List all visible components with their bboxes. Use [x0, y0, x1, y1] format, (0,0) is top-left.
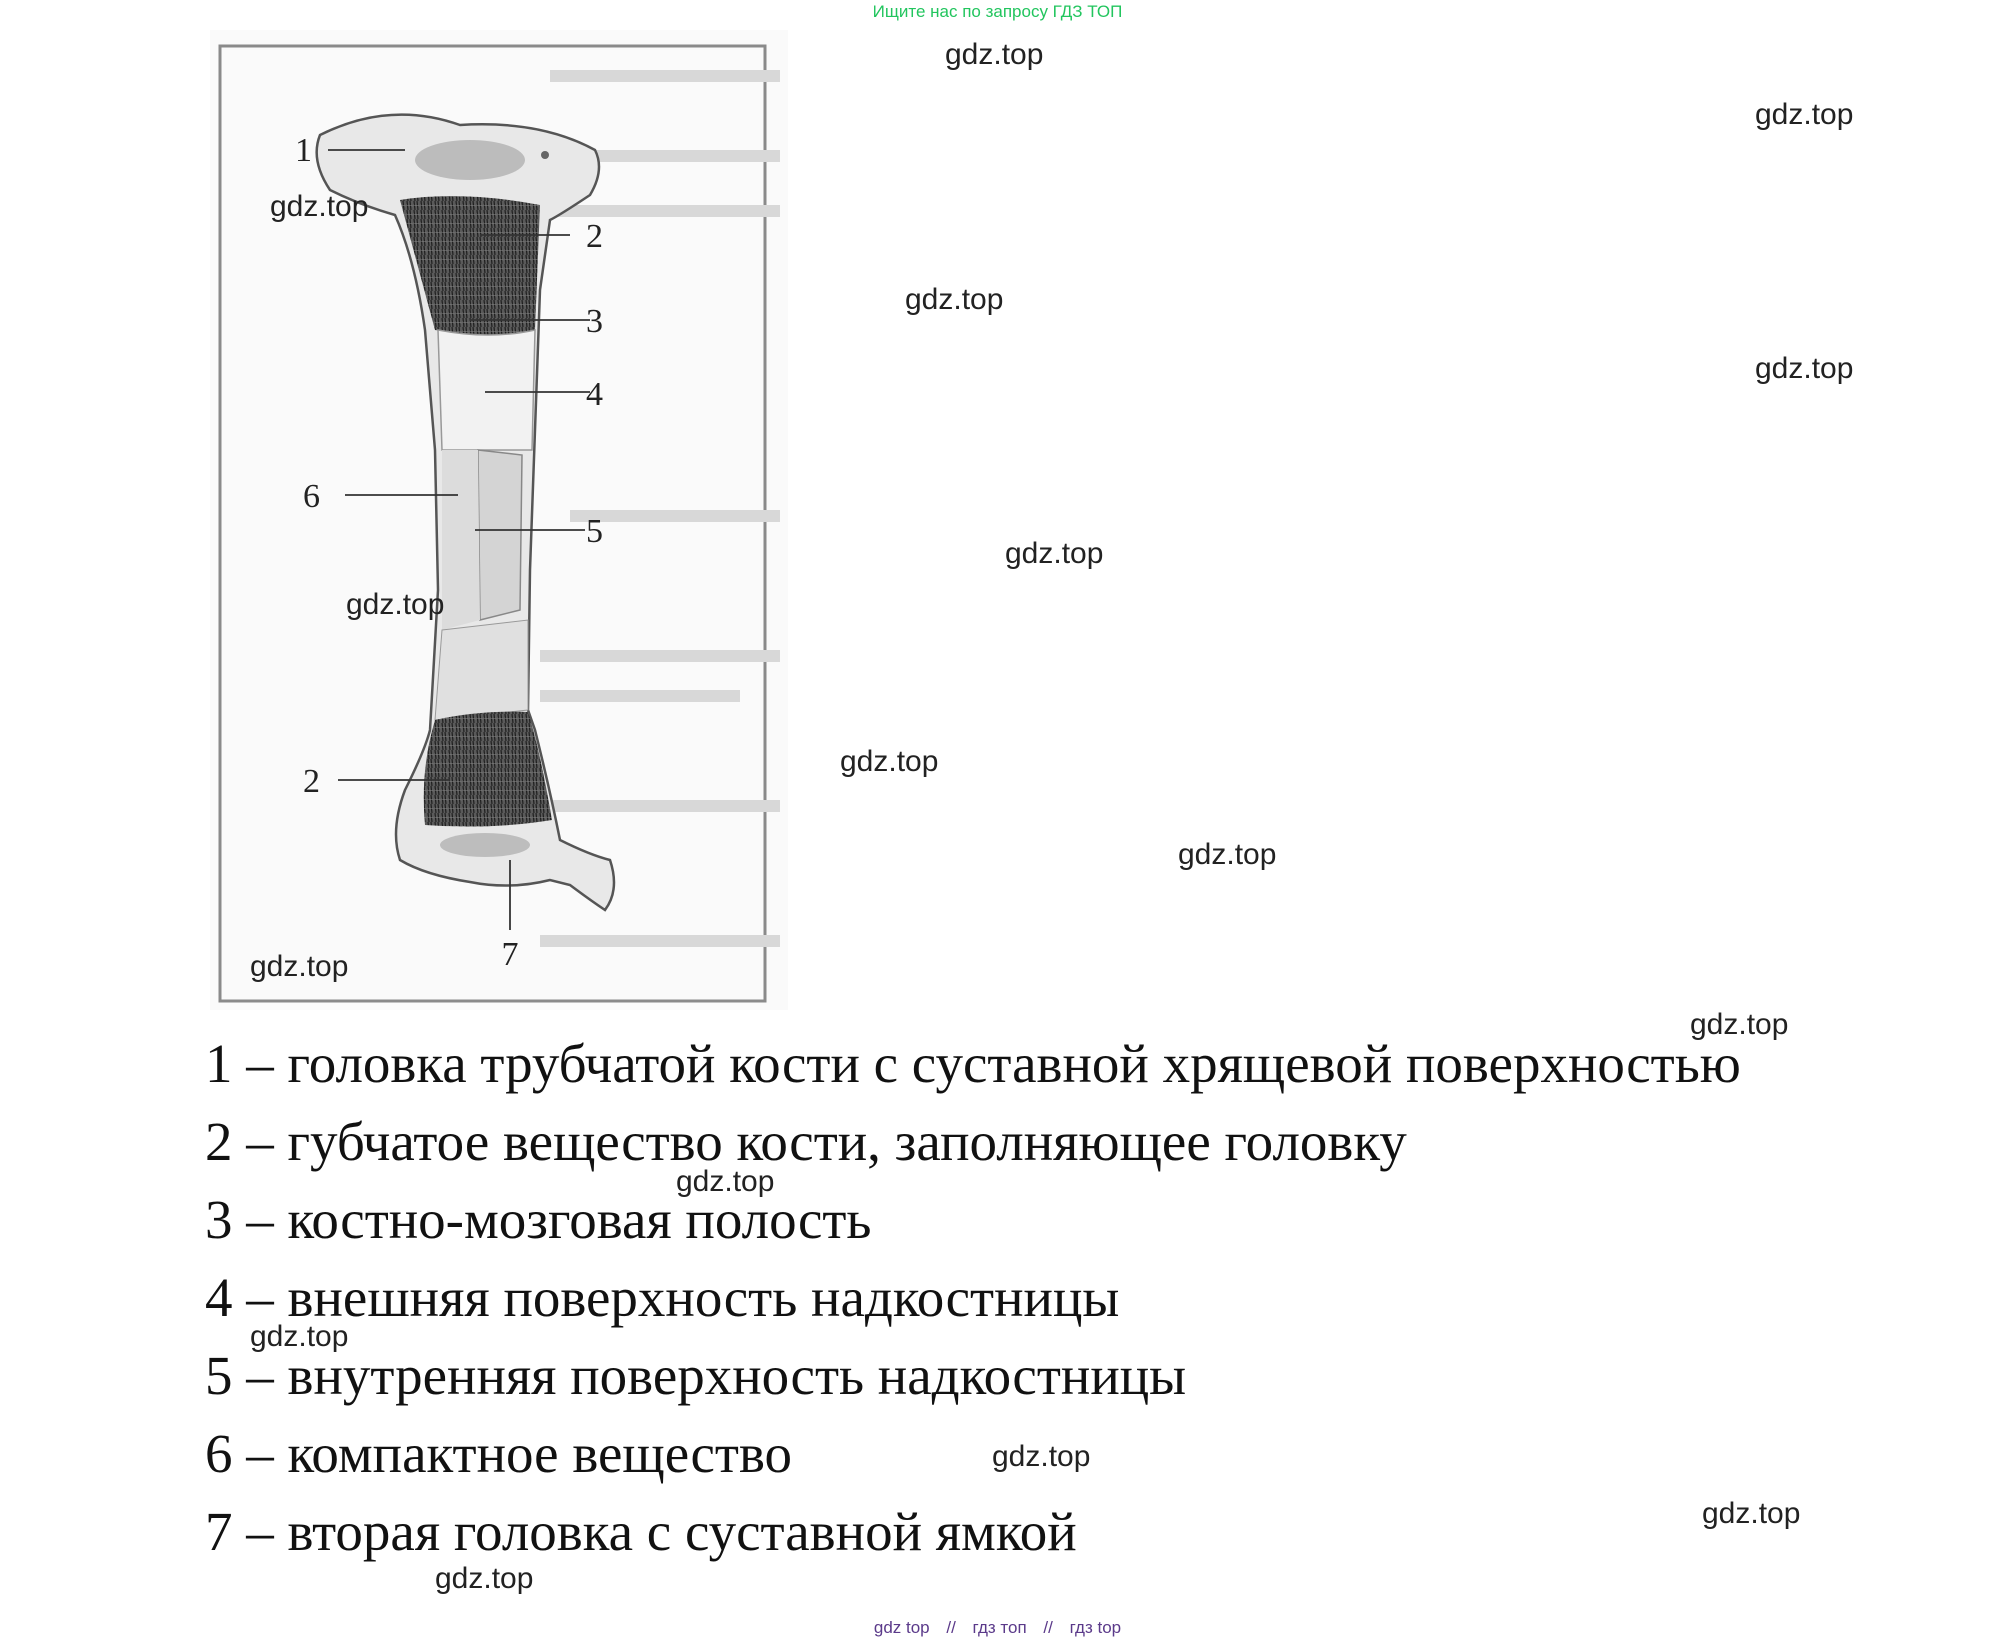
- label-1: 1: [295, 132, 312, 169]
- watermark: gdz.top: [250, 1320, 349, 1353]
- label-5: 5: [586, 513, 603, 550]
- footer: [0, 1618, 1995, 1638]
- label-6: 6: [303, 478, 320, 515]
- footer-link[interactable]: гдз top: [1069, 1618, 1122, 1637]
- watermark: gdz.top: [945, 38, 1044, 71]
- footer-link[interactable]: гдз топ: [972, 1618, 1027, 1637]
- watermark: gdz.top: [676, 1165, 775, 1198]
- watermark: gdz.top: [1178, 838, 1277, 871]
- watermark: gdz.top: [840, 745, 939, 778]
- legend-item: 1 – головка трубчатой кости с суставной хрящевой поверхностью: [205, 1033, 1741, 1094]
- bone-illustration: [210, 30, 788, 1010]
- footer-separator: //: [946, 1618, 956, 1637]
- watermark: gdz.top: [1005, 537, 1104, 570]
- legend-item: 3 – костно-мозговая полость: [205, 1189, 872, 1250]
- legend-item: 2 – губчатое вещество кости, заполняющее головку: [205, 1111, 1407, 1172]
- label-4: 4: [586, 376, 603, 413]
- legend-item: 7 – вторая головка с суставной ямкой: [205, 1501, 1077, 1562]
- label-2-top: 2: [586, 218, 603, 255]
- watermark: gdz.top: [1755, 352, 1854, 385]
- legend-item: 4 – внешняя поверхность надкостницы: [205, 1267, 1120, 1328]
- top-banner[interactable]: Ищите нас по запросу ГДЗ ТОП: [872, 2, 1123, 21]
- watermark: gdz.top: [1755, 98, 1854, 131]
- footer-separator: //: [1043, 1618, 1053, 1637]
- watermark: gdz.top: [270, 190, 369, 223]
- bone-diagram: [210, 30, 788, 1010]
- footer-link[interactable]: gdz top: [873, 1618, 930, 1637]
- legend-item: 5 – внутренняя поверхность надкостницы: [205, 1345, 1187, 1406]
- watermark: gdz.top: [435, 1562, 534, 1595]
- legend-item: 6 – компактное вещество: [205, 1423, 793, 1484]
- watermark: gdz.top: [905, 283, 1004, 316]
- label-3: 3: [586, 303, 603, 340]
- bone-shape: [317, 115, 614, 910]
- legend: [205, 1025, 1985, 1571]
- watermark: gdz.top: [992, 1440, 1091, 1473]
- watermark: gdz.top: [1690, 1008, 1789, 1041]
- watermark: gdz.top: [250, 950, 349, 983]
- watermark: gdz.top: [1702, 1497, 1801, 1530]
- label-2-bottom: 2: [303, 763, 320, 800]
- label-7: 7: [501, 936, 519, 973]
- watermark: gdz.top: [346, 588, 445, 621]
